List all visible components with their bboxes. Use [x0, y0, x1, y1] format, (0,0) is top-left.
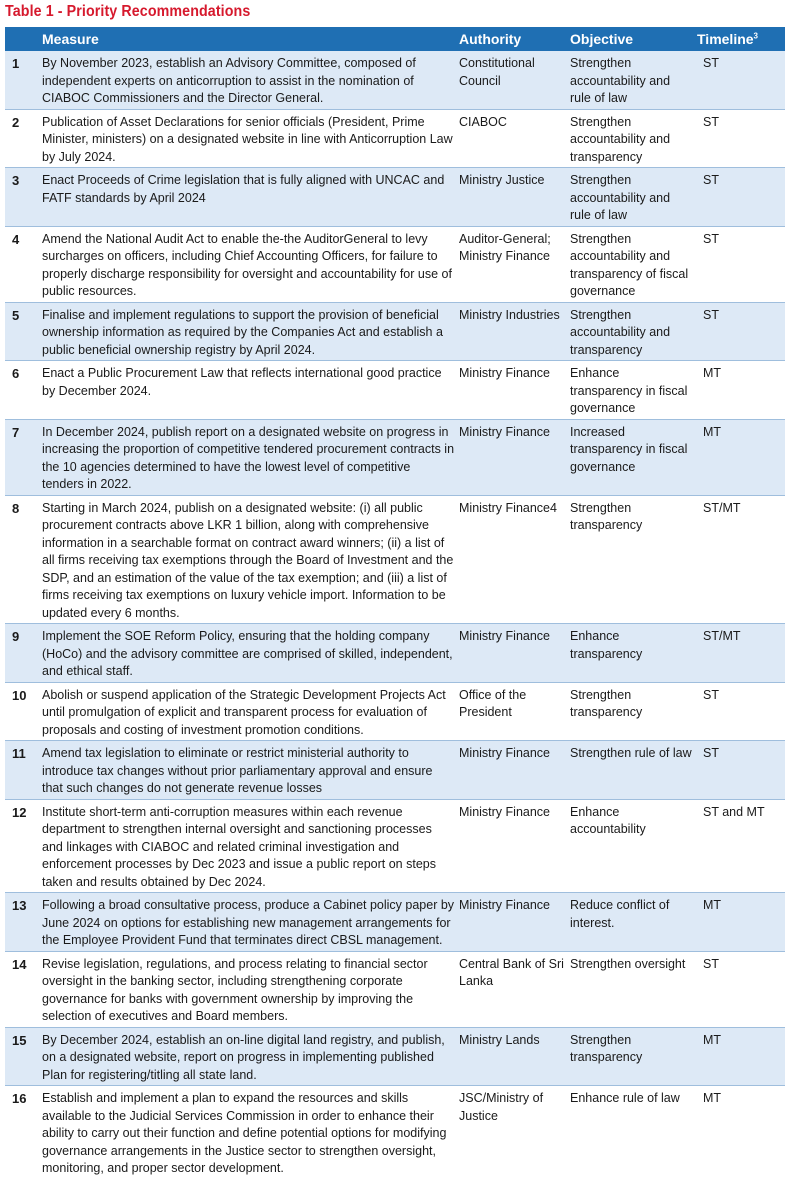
- row-objective: Enhance transparency: [570, 629, 643, 661]
- table-row: [5, 168, 785, 227]
- row-measure: By November 2023, establish an Advisory Committee, composed of independent experts on anticorruption to assist in the nomination of CIABOC Commissioners and the Director General.: [42, 56, 416, 105]
- row-measure: Following a broad consultative process, produce a Cabinet policy paper by June 2024 on options for establishing new management arrangements for the Employee Provident Fund that terminates direct CBSL management.: [42, 898, 455, 947]
- table-row: [5, 741, 785, 800]
- row-number: 9: [12, 629, 20, 644]
- row-number: 4: [12, 231, 20, 247]
- row-authority: Central Bank of Sri Lanka: [459, 956, 564, 988]
- row-authority: Office of the President: [459, 687, 527, 719]
- table-row: [5, 495, 785, 624]
- row-number: 2: [12, 114, 20, 130]
- row-objective: Strengthen accountability and transparency of fiscal governance: [570, 231, 689, 298]
- row-number: 12: [12, 804, 27, 820]
- row-objective: Enhance rule of law: [570, 1091, 680, 1105]
- row-number: 11: [12, 746, 26, 761]
- priority-recommendations-table: [5, 27, 785, 1179]
- row-objective: Enhance transparency in fiscal governance: [570, 366, 688, 415]
- row-objective: Strengthen accountability and transparency: [570, 114, 671, 164]
- table-row: [5, 51, 785, 109]
- row-timeline: ST: [703, 114, 719, 129]
- row-authority: Ministry Finance: [459, 898, 550, 912]
- row-number: 6: [12, 366, 20, 381]
- row-measure: Institute short-term anti-corruption measures within each revenue department to strengthen internal oversight and sanctioning processes and linkages with CIABOC and related criminal investigation and enforcement processes by Dec 2023 and issue a public report on steps taken and results obtained by Dec 2024.: [42, 804, 436, 889]
- footnote-marker: 3: [753, 31, 758, 41]
- row-objective: Strengthen accountability and rule of law: [570, 173, 671, 222]
- row-number: 1: [12, 56, 20, 71]
- row-authority: Auditor-General; Ministry Finance: [459, 231, 551, 263]
- row-authority: Ministry Lands: [459, 1032, 540, 1047]
- row-authority: Ministry Industries: [459, 307, 560, 322]
- table-row: [5, 226, 785, 302]
- row-objective: Strengthen transparency: [570, 687, 643, 719]
- row-number: 10: [12, 687, 27, 703]
- row-timeline: MT: [703, 366, 722, 380]
- row-measure: Implement the SOE Reform Policy, ensuring that the holding company (HoCo) and the advisory committee are comprised of skilled, independent, and ethical staff.: [42, 629, 453, 678]
- header-authority: Authority: [459, 30, 522, 47]
- table-row: [5, 799, 785, 893]
- row-authority: Ministry Finance: [459, 629, 550, 643]
- row-measure: In December 2024, publish report on a designated website on progress in increasing the proportion of competitive tendered procurement contracts in the 10 agencies determined to have the lowest level of competitive tenders in 2022.: [42, 424, 455, 491]
- row-objective: Reduce conflict of interest.: [570, 898, 670, 930]
- row-number: 16: [12, 1091, 27, 1106]
- table-header-row: [5, 27, 785, 51]
- row-timeline: ST: [703, 231, 719, 246]
- row-measure: Enact Proceeds of Crime legislation that is fully aligned with UNCAC and FATF standards by April 2024: [42, 173, 445, 205]
- row-authority: Ministry Finance: [459, 366, 550, 380]
- row-authority: Ministry Finance: [459, 746, 550, 760]
- row-timeline: ST/MT: [703, 500, 741, 515]
- row-authority: Ministry Finance: [459, 424, 550, 439]
- row-timeline: MT: [703, 1091, 722, 1105]
- table-row: [5, 302, 785, 361]
- row-number: 7: [12, 424, 20, 440]
- row-number: 8: [12, 500, 20, 516]
- row-authority: JSC/Ministry of Justice: [459, 1091, 544, 1123]
- row-objective: Strengthen accountability and rule of law: [570, 56, 671, 105]
- row-timeline: ST: [703, 746, 719, 760]
- row-measure: By December 2024, establish an on-line digital land registry, and publish, on a designated website, report on progress in implementing published Plan for registering/titling all state land.: [42, 1032, 445, 1082]
- row-timeline: ST and MT: [703, 804, 765, 819]
- header-objective: Objective: [570, 30, 634, 47]
- table-row: [5, 624, 785, 683]
- row-objective: Strengthen transparency: [570, 500, 643, 532]
- row-timeline: ST: [703, 687, 719, 702]
- row-measure: Enact a Public Procurement Law that reflects international good practice by December 2024.: [42, 366, 442, 398]
- row-objective: Strengthen oversight: [570, 956, 686, 971]
- table-row: [5, 951, 785, 1027]
- header-timeline-label: Timeline: [697, 30, 754, 47]
- row-authority: Ministry Finance: [459, 804, 550, 819]
- row-timeline: ST: [703, 956, 719, 971]
- row-timeline: ST/MT: [703, 629, 741, 643]
- row-number: 15: [12, 1032, 27, 1048]
- row-measure: Establish and implement a plan to expand the resources and skills available to the Judicial Services Commission in order to enhance their ability to carry out their function and define potential options for modifying governance arrangements in the Justice sector to strengthen oversight, monitoring, and proper sector development.: [42, 1091, 447, 1175]
- row-objective: Strengthen transparency: [570, 1032, 643, 1064]
- row-number: 14: [12, 956, 27, 972]
- row-timeline: MT: [703, 1032, 722, 1047]
- row-timeline: ST: [703, 307, 719, 322]
- row-timeline: ST: [703, 56, 719, 70]
- table-row: [5, 109, 785, 168]
- row-number: 13: [12, 898, 27, 913]
- row-measure: Revise legislation, regulations, and process relating to financial sector oversight in the banking sector, including strengthening corporate governance for banks with government ownership by improving the selection of executives and Board members.: [42, 956, 428, 1023]
- row-measure: Amend the National Audit Act to enable the-the AuditorGeneral to levy surcharges on officers, including Chief Accounting Officers, for failure to properly discharge responsibility for oversight and accountability for use of public resources.: [42, 231, 452, 298]
- table-row: [5, 1027, 785, 1086]
- row-objective: Strengthen rule of law: [570, 746, 692, 760]
- row-number: 5: [12, 307, 20, 323]
- row-timeline: MT: [703, 898, 722, 912]
- row-number: 3: [12, 173, 20, 188]
- table-row: [5, 419, 785, 495]
- table-row: [5, 893, 785, 952]
- row-objective: Strengthen accountability and transparency: [570, 307, 671, 357]
- row-objective: Increased transparency in fiscal governance: [570, 424, 688, 474]
- header-timeline: [697, 27, 785, 51]
- row-objective: Enhance accountability: [570, 804, 646, 836]
- header-measure: Measure: [42, 30, 99, 47]
- row-authority: CIABOC: [459, 114, 507, 129]
- row-measure: Starting in March 2024, publish on a designated website: (i) all public procurement contracts above LKR 1 billion, along with comprehensive information in a searchable format on contract award winners; (ii) a list of all firms receiving tax exemptions through the Board of Investment and the SDP, and an estimation of the value of the tax exemption; and (iii) a list of firms receiving tax exemptions on luxury vehicle import. Information to be updated every 6 months.: [42, 500, 454, 620]
- table-row: [5, 361, 785, 420]
- row-authority: Ministry Justice: [459, 173, 545, 187]
- table-row: [5, 682, 785, 741]
- row-measure: Amend tax legislation to eliminate or restrict ministerial authority to introduce tax changes without prior parliamentary approval and ensure that such changes do not generate revenue losses: [42, 746, 433, 795]
- row-authority: Constitutional Council: [459, 56, 535, 88]
- row-timeline: MT: [703, 424, 722, 439]
- table-row: [5, 1086, 785, 1179]
- row-measure: Publication of Asset Declarations for senior officials (President, Prime Minister, ministers) on a designated website in line with Anticorruption Law by July 2024.: [42, 114, 453, 164]
- row-timeline: ST: [703, 173, 719, 187]
- header-number: [5, 27, 42, 51]
- table-title: Table 1 - Priority Recommendations: [5, 3, 251, 20]
- row-measure: Abolish or suspend application of the Strategic Development Projects Act until promulgation of explicit and transparent process for evaluation of proposals and costing of investment promotion conditions.: [42, 687, 446, 737]
- row-authority: Ministry Finance4: [459, 500, 557, 515]
- row-measure: Finalise and implement regulations to support the provision of beneficial ownership information as required by the Companies Act and establish a public beneficial ownership registry by April 2024.: [42, 307, 443, 357]
